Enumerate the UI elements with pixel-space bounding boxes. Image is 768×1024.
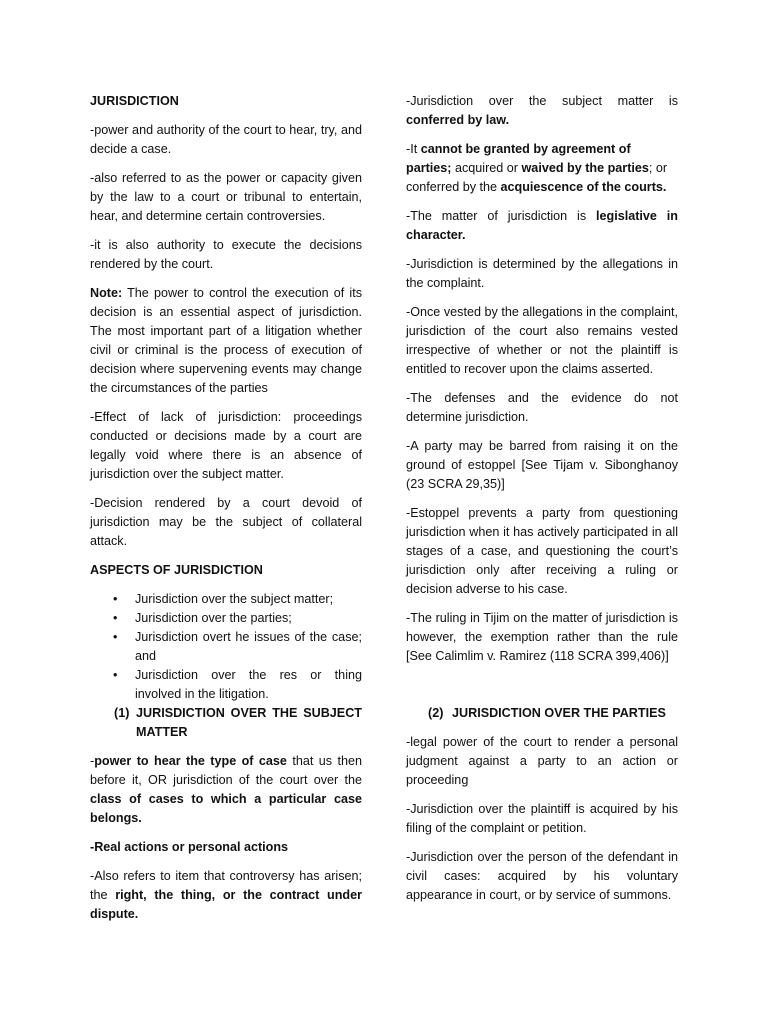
paragraph: -Effect of lack of jurisdiction: proceedings conducted or decisions made by a court are legally void where there is an absence of jurisdiction over the subject matter. bbox=[90, 410, 362, 481]
aspects-list bbox=[90, 590, 362, 704]
section-heading-aspects: ASPECTS OF JURISDICTION bbox=[90, 563, 263, 577]
paragraph bbox=[406, 140, 678, 197]
list-item: • Jurisdiction over the subject matter; bbox=[135, 590, 362, 609]
subsection-heading-subject-matter bbox=[114, 704, 362, 742]
paragraph bbox=[406, 92, 678, 130]
paragraph: -it is also authority to execute the decisions rendered by the court. bbox=[90, 238, 362, 271]
subsection-title: JURISDICTION OVER THE SUBJECT MATTER bbox=[136, 706, 362, 739]
bold-run: conferred by law. bbox=[406, 113, 510, 127]
bold-run: right, the thing, or the contract under dispute. bbox=[90, 888, 362, 921]
paragraph bbox=[406, 207, 678, 245]
paragraph: -Jurisdiction over the person of the defendant in civil cases: acquired by his voluntary appearance in court, or by service of summons. bbox=[406, 850, 678, 902]
bold-run: -Real actions or personal actions bbox=[90, 840, 289, 854]
bold-run: power to hear the type of case bbox=[94, 754, 287, 768]
list-item: • Jurisdiction overt he issues of the case; and bbox=[135, 628, 362, 666]
paragraph bbox=[90, 752, 362, 828]
note-text: The power to control the execution of its decision is an essential aspect of jurisdiction. The most important part of a litigation whether civil or criminal is the process of execution of decision where supervening events may change the circumstances of the parties bbox=[90, 286, 362, 395]
paragraph: -Jurisdiction over the plaintiff is acquired by his filing of the complaint or petition. bbox=[406, 802, 678, 835]
list-item: • Jurisdiction over the parties; bbox=[135, 609, 362, 628]
subsection-heading-parties bbox=[428, 704, 678, 723]
bold-run: acquiescence of the courts. bbox=[500, 180, 667, 194]
bold-run: legislative in character. bbox=[406, 209, 678, 242]
left-column bbox=[90, 92, 362, 934]
bold-run: class of cases to which a particular case belongs. bbox=[90, 792, 362, 825]
right-column bbox=[406, 92, 678, 915]
paragraph: -The ruling in Tijim on the matter of jurisdiction is however, the exemption rather than the rule [See Calimlim v. Ramirez (118 SCRA 399,406)] bbox=[406, 611, 678, 663]
paragraph: -Decision rendered by a court devoid of jurisdiction may be the subject of collateral attack. bbox=[90, 496, 362, 548]
paragraph: -power and authority of the court to hear, try, and decide a case. bbox=[90, 123, 362, 156]
paragraph bbox=[90, 867, 362, 924]
bold-run: waived by the parties bbox=[521, 161, 649, 175]
text-run: ; or conferred by the bbox=[406, 161, 668, 194]
bold-run: cannot be granted by agreement of parties; bbox=[406, 142, 631, 175]
text-run: that us then before it, OR jurisdiction of the court over the bbox=[90, 754, 362, 787]
text-run: - bbox=[90, 754, 95, 768]
spacer bbox=[406, 676, 678, 704]
paragraph bbox=[90, 838, 362, 857]
paragraph: -Estoppel prevents a party from questioning jurisdiction when it has actively participated in all stages of a case, and questioning the court’s jurisdiction only after receiving a ruling or decision adverse to his case. bbox=[406, 506, 678, 596]
note-label: Note: bbox=[90, 286, 123, 300]
text-run: -Also refers to item that controversy has arisen; the bbox=[90, 869, 362, 902]
list-item: • Jurisdiction over the res or thing involved in the litigation. bbox=[135, 666, 362, 704]
subsection-number: (2) bbox=[428, 706, 444, 720]
text-run: -It bbox=[406, 142, 421, 156]
paragraph: -A party may be barred from raising it on the ground of estoppel [See Tijam v. Sibonghanoy (23 SCRA 29,35)] bbox=[406, 439, 678, 491]
paragraph: -Once vested by the allegations in the complaint, jurisdiction of the court also remains vested irrespective of whether or not the plaintiff is entitled to recover upon the claims asserted. bbox=[406, 305, 678, 376]
paragraph: -Jurisdiction is determined by the allegations in the complaint. bbox=[406, 257, 678, 290]
section-heading-jurisdiction: JURISDICTION bbox=[90, 94, 179, 108]
subsection-number: (1) bbox=[114, 706, 130, 720]
paragraph: -The defenses and the evidence do not determine jurisdiction. bbox=[406, 391, 678, 424]
text-run: -The matter of jurisdiction is bbox=[406, 209, 597, 223]
paragraph: -legal power of the court to render a personal judgment against a party to an action or proceeding bbox=[406, 735, 678, 787]
text-run: acquired or bbox=[451, 161, 522, 175]
subsection-title: JURISDICTION OVER THE PARTIES bbox=[452, 706, 666, 720]
paragraph: -also referred to as the power or capacity given by the law to a court or tribunal to entertain, hear, and determine certain controversies. bbox=[90, 171, 362, 223]
note-paragraph bbox=[90, 284, 362, 398]
text-run: -Jurisdiction over the subject matter is bbox=[406, 94, 678, 108]
